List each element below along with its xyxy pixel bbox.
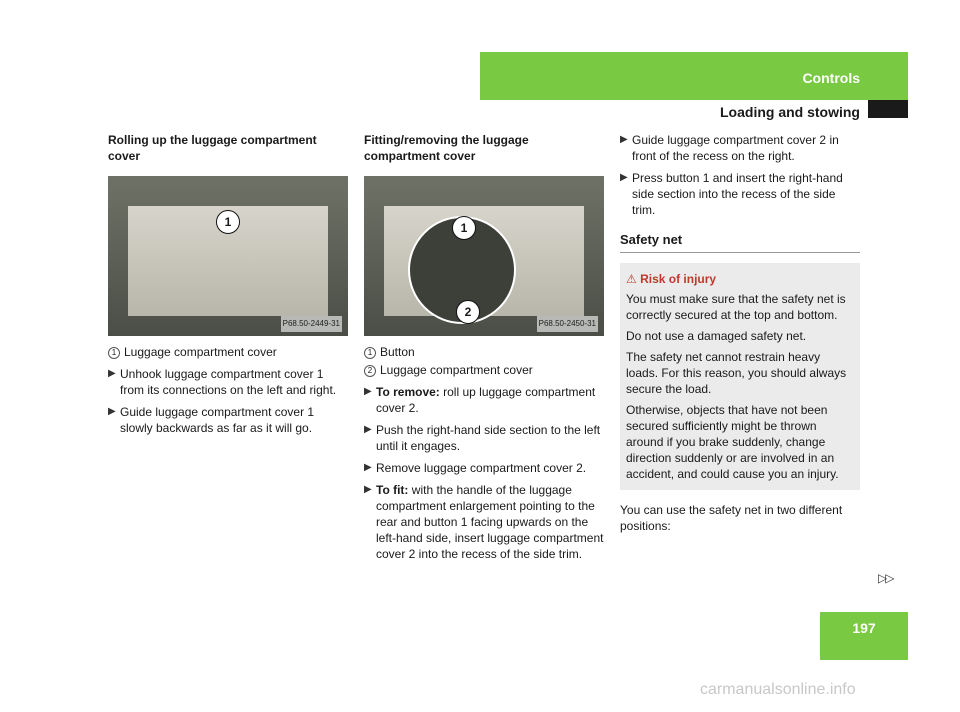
section-tab bbox=[480, 52, 908, 100]
watermark: carmanualsonline.info bbox=[700, 681, 856, 698]
page-number: 197 bbox=[852, 620, 876, 636]
legend bbox=[108, 344, 348, 360]
arrow-icon: ▶ bbox=[620, 134, 628, 145]
legend-item: 1 Button bbox=[364, 344, 604, 360]
callout-marker: 1 bbox=[216, 210, 240, 234]
thumb-tab bbox=[868, 100, 908, 118]
arrow-icon: ▶ bbox=[364, 424, 372, 435]
page-heading: Loading and stowing bbox=[720, 104, 860, 120]
step: ▶ Unhook luggage compartment cover 1 from its connections on the left and right. bbox=[108, 367, 337, 397]
callout-marker: 2 bbox=[456, 300, 480, 324]
arrow-icon: ▶ bbox=[364, 386, 372, 397]
arrow-icon: ▶ bbox=[108, 406, 116, 417]
step: ▶ Remove luggage compartment cover 2. bbox=[364, 461, 587, 475]
column-2 bbox=[364, 132, 604, 562]
warning-paragraph: Do not use a damaged safety net. bbox=[626, 329, 807, 343]
step: ▶ Guide luggage compartment cover 2 in front of the recess on the right. bbox=[620, 133, 839, 163]
arrow-icon: ▶ bbox=[620, 172, 628, 183]
cover-fitting-photo bbox=[364, 176, 604, 336]
section-title: Fitting/removing the luggage compartment cover bbox=[364, 133, 529, 163]
legend-item: 1 Luggage compartment cover bbox=[108, 344, 348, 360]
arrow-icon: ▶ bbox=[108, 368, 116, 379]
luggage-cover-photo bbox=[108, 176, 348, 336]
step: ▶ To remove: roll up luggage compartment cover 2. bbox=[364, 385, 596, 415]
arrow-icon: ▶ bbox=[364, 484, 372, 495]
section-title: Rolling up the luggage compartment cover bbox=[108, 133, 317, 163]
step: ▶ To fit: with the handle of the luggage compartment enlargement pointing to the rear and button 1 facing upwards on the left-hand side, insert luggage compartment cover 2 into the recess of the side trim. bbox=[364, 483, 604, 561]
page-number-box bbox=[820, 612, 908, 660]
photo-code: P68.50-2450-31 bbox=[537, 316, 598, 332]
continue-arrows-icon: ▷▷ bbox=[878, 571, 893, 585]
step: ▶ Push the right-hand side section to the left until it engages. bbox=[364, 423, 601, 453]
warning-paragraph: Otherwise, objects that have not been secured sufficiently might be thrown around if you brake suddenly, change direction suddenly or are involved in an accident, and could cause you an injury. bbox=[626, 403, 839, 481]
step: ▶ Guide luggage compartment cover 1 slowly backwards as far as it will go. bbox=[108, 405, 315, 435]
section-label: Controls bbox=[802, 70, 860, 86]
legend bbox=[364, 344, 604, 378]
body-text: You can use the safety net in two different positions: bbox=[620, 503, 843, 533]
column-3 bbox=[620, 132, 860, 534]
column-1 bbox=[108, 132, 348, 436]
step: ▶ Press button 1 and insert the right-hand side section into the recess of the side trim. bbox=[620, 171, 843, 217]
warning-paragraph: You must make sure that the safety net is correctly secured at the top and bottom. bbox=[626, 292, 846, 322]
warning-title: Risk of injury bbox=[640, 272, 717, 286]
warning-paragraph: The safety net cannot restrain heavy loads. For this reason, you should always secure the load. bbox=[626, 350, 847, 396]
photo-code: P68.50-2449-31 bbox=[281, 316, 342, 332]
callout-marker: 1 bbox=[452, 216, 476, 240]
legend-item: 2 Luggage compartment cover bbox=[364, 362, 604, 378]
safety-net-title: Safety net bbox=[620, 232, 860, 253]
warning-box bbox=[620, 263, 860, 490]
warning-triangle-icon: ⚠ bbox=[626, 272, 641, 286]
arrow-icon: ▶ bbox=[364, 462, 372, 473]
